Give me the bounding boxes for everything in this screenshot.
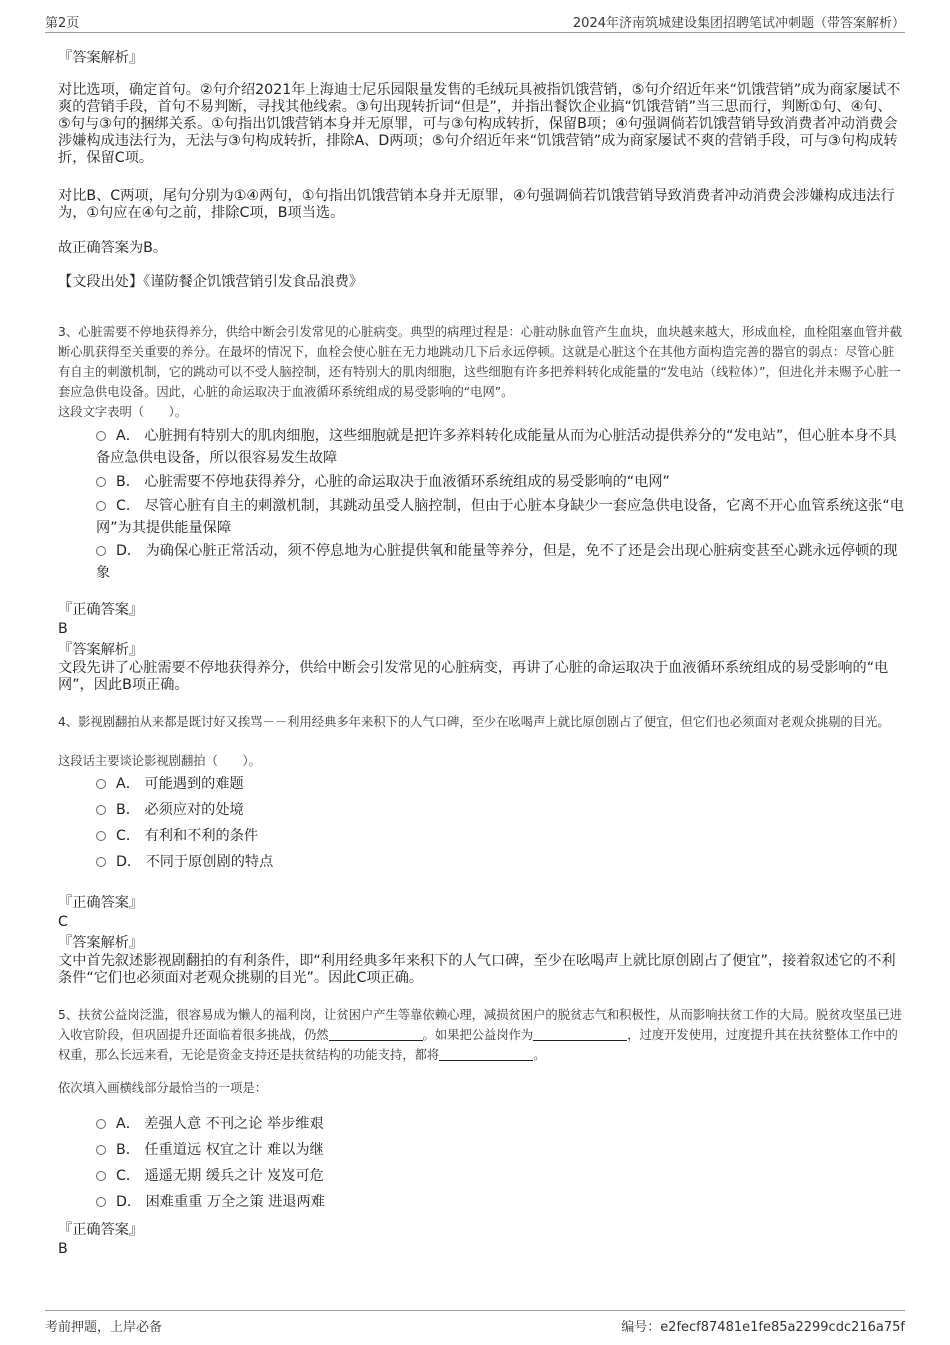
prev-analysis-p3: 故正确答案为B。	[58, 240, 168, 256]
prev-analysis-label: 『答案解析』	[58, 50, 144, 66]
q4-option-a-text: A． 可能遇到的难题	[116, 776, 244, 792]
q4-option-b-text: B． 必须应对的处境	[116, 802, 244, 818]
radio-button-icon[interactable]	[96, 1197, 106, 1207]
prev-analysis-p2: 对比B、C两项，尾句分别为①④两句，①句指出饥饿营销本身并无原罪，④句强调倘若饥饿营销导致消费者冲动消费会涉嫌构成违法行为，①句应在④句之前，排除C项，B项当选。	[58, 188, 895, 221]
radio-button-icon[interactable]	[96, 1171, 106, 1181]
fill-blank-2	[533, 1028, 627, 1041]
q3-question: 这段文字表明（ ）。	[58, 405, 188, 419]
q3-stem: 3、心脏需要不停地获得养分，供给中断会引发常见的心脏病变。典型的病理过程是：心脏动脉血管产生血块，血块越来越大，形成血栓，血栓阻塞血管并截断心肌获得至关重要的养分。在最坏的情况下，血栓会使心脏在无力地跳动几下后永远停顿。这就是心脏这个在其他方面构造完善的器官的弱点：尽管心脏有自主的刺激机制，它的跳动可以不受人脑控制，还有特别大的肌肉细胞，这些细胞有许多把养料转化成能量的“发电站（线粒体）”，但进化并未赐予心脏一套应急供电设备。因此，心脏的命运取决于血液循环系统组成的易受影响的“电网”。	[58, 325, 903, 399]
document-title: 2024年济南筑城建设集团招聘笔试冲刺题（带答案解析）	[572, 16, 905, 31]
fill-blank-3	[439, 1048, 533, 1061]
q4-question: 这段话主要谈论影视剧翻拍（ ）。	[58, 754, 261, 768]
q4-option-d[interactable]	[96, 851, 273, 873]
radio-button-icon[interactable]	[96, 477, 106, 487]
q5-option-c-text: C． 遥遥无期 缓兵之计 岌岌可危	[116, 1168, 324, 1184]
q5-option-a-text: A． 差强人意 不刊之论 举步维艰	[116, 1116, 324, 1132]
q4-analysis: 文中首先叙述影视剧翻拍的有利条件，即“利用经典多年来积下的人气口碑，至少在吆喝声上就比原创剧占了便宜”，接着叙述它的不利条件“它们也必须面对老观众挑剔的目光”。因此C项正确。	[58, 953, 896, 986]
q5-question: 依次填入画横线部分最恰当的一项是：	[58, 1081, 268, 1095]
radio-button-icon[interactable]	[96, 431, 106, 441]
q5-stem-part-c: ，过度开发使用，过度提升其在扶贫整体工作中的权重，那么长远来看，无论是资金支持还是扶贫结构的功能支持，都将	[58, 1028, 898, 1062]
radio-button-icon[interactable]	[96, 546, 106, 556]
q3-option-c[interactable]	[96, 495, 906, 539]
radio-button-icon[interactable]	[96, 1119, 106, 1129]
q3-answer: B	[58, 621, 68, 637]
prev-source: 【文段出处】《谨防餐企饥饿营销引发食品浪费》	[58, 274, 364, 290]
radio-button-icon[interactable]	[96, 857, 106, 867]
radio-button-icon[interactable]	[96, 779, 106, 789]
q4-option-b[interactable]	[96, 799, 244, 821]
q4-answer-label: 『正确答案』	[58, 895, 144, 911]
q4-answer: C	[58, 914, 68, 930]
q4-analysis-label: 『答案解析』	[58, 935, 144, 951]
q3-option-a-text: A． 心脏拥有特别大的肌肉细胞，这些细胞就是把许多养料转化成能量从而为心脏活动提供养分的“发电站”，但心脏本身不具备应急供电设备，所以很容易发生故障	[96, 428, 897, 466]
q5-stem	[58, 1005, 903, 1065]
radio-button-icon[interactable]	[96, 831, 106, 841]
document-id: 编号：e2fecf87481e1fe85a2299cdc216a75f	[621, 1320, 905, 1335]
q4-option-a[interactable]	[96, 773, 244, 795]
q3-analysis: 文段先讲了心脏需要不停地获得养分，供给中断会引发常见的心脏病变，再讲了心脏的命运取决于血液循环系统组成的易受影响的“电网”，因此B项正确。	[58, 660, 889, 693]
q3-option-b-text: B． 心脏需要不停地获得养分，心脏的命运取决于血液循环系统组成的易受影响的“电网”	[116, 474, 670, 490]
q5-answer: B	[58, 1241, 68, 1257]
q4-option-c-text: C． 有利和不利的条件	[116, 828, 259, 844]
q3-option-c-text: C． 尽管心脏有自主的刺激机制，其跳动虽受人脑控制，但由于心脏本身缺少一套应急供电设备，它离不开心血管系统这张“电网”为其提供能量保障	[96, 498, 904, 536]
q5-option-c[interactable]	[96, 1165, 324, 1187]
q3-option-d-text: D． 为确保心脏正常活动，须不停息地为心脏提供氧和能量等养分，但是，免不了还是会出现心脏病变甚至心跳永远停顿的现象	[96, 543, 898, 581]
q5-answer-label: 『正确答案』	[58, 1222, 144, 1238]
q3-analysis-label: 『答案解析』	[58, 642, 144, 658]
page-number: 第2页	[45, 16, 80, 31]
q5-option-b-text: B． 任重道远 权宜之计 难以为继	[116, 1142, 324, 1158]
q5-option-d-text: D． 困难重重 万全之策 进退两难	[116, 1194, 325, 1210]
q3-option-a[interactable]	[96, 425, 906, 469]
q3-answer-label: 『正确答案』	[58, 602, 144, 618]
footer-slogan: 考前押题，上岸必备	[45, 1320, 163, 1335]
header-divider	[45, 32, 905, 33]
prev-analysis-p1: 对比选项，确定首句。②句介绍2021年上海迪士尼乐园限量发售的毛绒玩具被指饥饿营销，⑤句介绍近年来“饥饿营销”成为商家屡试不爽的营销手段，首句不易判断，寻找其他线索。③句出现转折词“但是”，并指出餐饮企业搞“饥饿营销”当三思而行，判断①句、④句、⑤句与③句的捆绑关系。①句指出饥饿营销本身并无原罪，可与③句构成转折，保留B项；④句强调倘若饥饿营销导致消费者冲动消费会涉嫌构成违法行为，无法与③句构成转折，排除A、D两项；⑤句介绍近年来“饥饿营销”成为商家屡试不爽的营销手段，可与③句构成转折，保留C项。	[58, 82, 901, 166]
q5-stem-part-d: 。	[533, 1048, 546, 1062]
q5-stem-part-b: 。如果把公益岗作为	[422, 1028, 534, 1042]
q5-option-d[interactable]	[96, 1191, 325, 1213]
footer-divider	[45, 1310, 905, 1311]
q4-option-c[interactable]	[96, 825, 258, 847]
q5-option-a[interactable]	[96, 1113, 324, 1135]
radio-button-icon[interactable]	[96, 805, 106, 815]
q3-option-b[interactable]	[96, 471, 906, 493]
radio-button-icon[interactable]	[96, 501, 106, 511]
q4-stem: 4、影视剧翻拍从来都是既讨好又挨骂－－利用经典多年来积下的人气口碑，至少在吆喝声上就比原创剧占了便宜，但它们也必须面对老观众挑剔的目光。	[58, 715, 890, 729]
q4-option-d-text: D． 不同于原创剧的特点	[116, 854, 274, 870]
fill-blank-1	[329, 1028, 423, 1041]
q5-option-b[interactable]	[96, 1139, 324, 1161]
q5-stem-part-a: 5、扶贫公益岗泛滥，很容易成为懒人的福利岗，让贫困户产生等靠依赖心理，减损贫困户的脱贫志气和积极性，从而影响扶贫工作的大局。脱贫攻坚虽已进入收官阶段，但巩固提升还面临着很多挑战，仍然	[58, 1008, 903, 1042]
radio-button-icon[interactable]	[96, 1145, 106, 1155]
q3-option-d[interactable]	[96, 540, 906, 584]
